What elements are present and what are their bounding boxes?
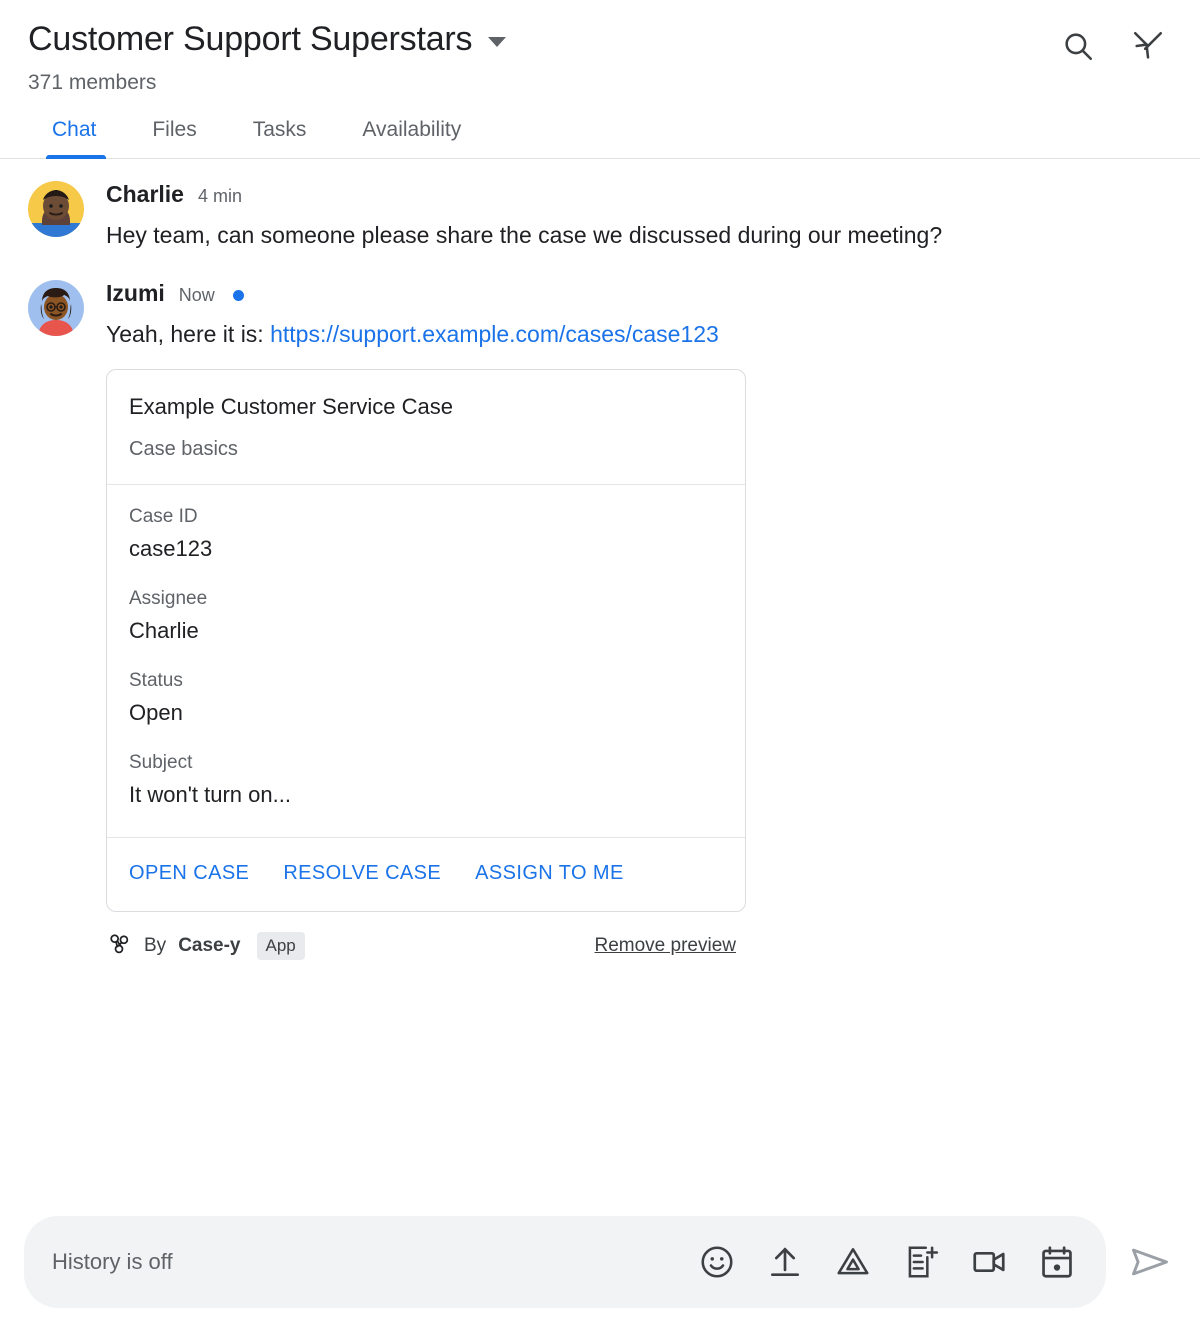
open-case-button[interactable]: OPEN CASE	[129, 862, 250, 884]
upload-icon[interactable]	[766, 1243, 804, 1281]
avatar[interactable]	[28, 280, 84, 336]
card-subtitle: Case basics	[129, 438, 238, 460]
card-fields	[107, 485, 745, 838]
message-input[interactable]: History is off	[52, 1249, 173, 1274]
card-header	[107, 370, 745, 485]
card-footer	[106, 930, 746, 962]
remove-preview-link[interactable]: Remove preview	[594, 935, 736, 956]
message-input-container[interactable]	[24, 1216, 1106, 1308]
message-link[interactable]: https://support.example.com/cases/case123	[270, 321, 719, 347]
message-text-prefix: Yeah, here it is:	[106, 321, 271, 347]
calendar-icon[interactable]	[1038, 1243, 1076, 1281]
assign-to-me-button[interactable]: ASSIGN TO ME	[475, 862, 624, 884]
composer-bar	[0, 1196, 1200, 1336]
emoji-icon[interactable]	[698, 1243, 736, 1281]
field-value: Charlie	[129, 618, 199, 643]
card-title: Example Customer Service Case	[129, 394, 454, 419]
field-value: case123	[129, 536, 213, 561]
unread-dot-icon	[233, 290, 244, 301]
field-label: Status	[129, 670, 183, 691]
webhook-icon	[106, 930, 132, 962]
avatar[interactable]	[28, 181, 84, 237]
tab-availability[interactable]: Availability	[362, 118, 462, 141]
field-label: Case ID	[129, 506, 198, 527]
resolve-case-button[interactable]: RESOLVE CASE	[283, 862, 442, 884]
tab-bar	[0, 96, 1200, 159]
search-icon[interactable]	[1060, 28, 1096, 64]
card-field-subject	[129, 749, 723, 811]
message-item	[28, 181, 1172, 254]
card-field-case-id	[129, 503, 723, 565]
member-count: 371 members	[28, 71, 157, 94]
field-value: It won't turn on...	[129, 782, 291, 807]
docs-add-icon[interactable]	[902, 1243, 940, 1281]
field-value: Open	[129, 700, 183, 725]
message-timestamp: Now	[178, 285, 215, 305]
tab-tasks[interactable]: Tasks	[252, 118, 307, 141]
message-sender: Charlie	[106, 181, 184, 207]
message-text: Hey team, can someone please share the case we discussed during our meeting?	[106, 222, 943, 248]
collapse-icon[interactable]	[1130, 28, 1166, 64]
message-sender: Izumi	[106, 280, 165, 306]
card-byline	[106, 930, 305, 962]
message-list	[0, 159, 1200, 1196]
message-item	[28, 280, 1172, 962]
message-timestamp: 4 min	[197, 186, 242, 206]
chevron-down-icon[interactable]	[488, 37, 506, 47]
tab-chat[interactable]: Chat	[28, 118, 124, 158]
card-field-status	[129, 667, 723, 729]
card-field-assignee	[129, 585, 723, 647]
tab-files[interactable]: Files	[152, 118, 197, 141]
send-icon[interactable]	[1124, 1236, 1176, 1288]
by-label: By	[144, 935, 167, 956]
header-actions	[1060, 18, 1172, 64]
message-text	[106, 315, 1006, 353]
page-title: Customer Support Superstars	[28, 20, 473, 58]
drive-icon[interactable]	[834, 1243, 872, 1281]
room-header	[0, 0, 1200, 96]
card-actions	[107, 838, 745, 911]
app-name: Case-y	[178, 935, 241, 956]
case-preview-card	[106, 369, 746, 912]
composer-icons	[698, 1243, 1076, 1281]
field-label: Assignee	[129, 588, 208, 609]
field-label: Subject	[129, 752, 193, 773]
room-title-block	[28, 18, 506, 96]
app-badge: App	[257, 932, 305, 960]
video-call-icon[interactable]	[970, 1243, 1008, 1281]
